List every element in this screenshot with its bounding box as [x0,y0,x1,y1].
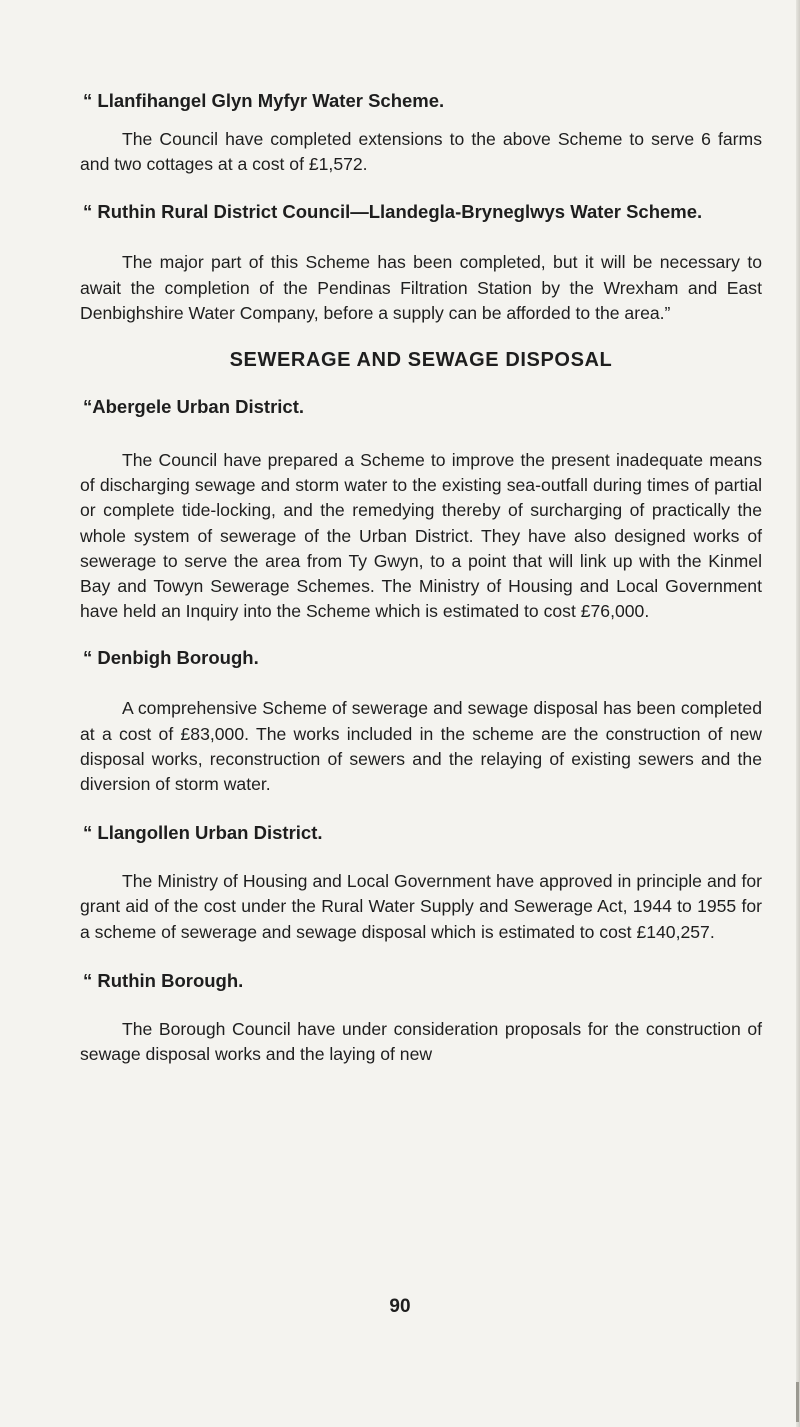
heading-ruthin-borough: “ Ruthin Borough. [83,969,244,991]
paragraph-ruthin-rural: The major part of this Scheme has been completed, but it will be necessary to await the completion of the Pendinas Filtration Station by the Wrexham and East Denbighshire Water Company, before a supply can be afforded to the area.” [80,252,762,323]
paragraph-denbigh: A comprehensive Scheme of sewerage and sewage disposal has been completed at a cost of £83,000. The works included in the scheme are the construction of new disposal works, reconstruction of sewers and the relaying of existing sewers and the diversion of storm water. [80,698,762,795]
paragraph-abergele: The Council have prepared a Scheme to improve the present inadequate means of discharging sewage and storm water to the existing sea-outfall during times of partial or complete tide-locking, and the remedying thereby of surcharging of practically the whole system of sewerage of the Urban District. They have also designed works of sewerage to serve the area from Ty Gwyn, to a point that will link up with the Kinmel Bay and Towyn Sewerage Schemes. The Ministry of Housing and Local Government have held an Inquiry into the Scheme which is estimated to cost £76,000. [80,450,762,622]
heading-llanfihangel: “ Llanfihangel Glyn Myfyr Water Scheme. [83,90,445,111]
page-edge [796,0,800,1427]
heading-abergele: “Abergele Urban District. [83,396,305,418]
heading-denbigh: “ Denbigh Borough. [83,647,259,669]
paragraph-llanfihangel: The Council have completed extensions to the above Scheme to serve 6 farms and two cottages at a cost of £1,572. [80,129,762,175]
paragraph-ruthin-borough: The Borough Council have under consideration proposals for the construction of sewage disposal works and the laying of new [80,1018,762,1065]
section-title-sewerage: SEWERAGE AND SEWAGE DISPOSAL [229,349,613,372]
document-page [80,88,762,1067]
page-edge-mark [796,1382,799,1422]
page-number: 90 [389,1296,411,1317]
paragraph-llangollen: The Ministry of Housing and Local Government have approved in principle and for grant aid of the cost under the Rural Water Supply and Sewerage Act, 1944 to 1955 for a scheme of sewerage and sewage disposal which is estimated to cost £140,257. [80,871,762,942]
heading-llangollen: “ Llangollen Urban District. [83,822,323,844]
heading-ruthin-rural: “ Ruthin Rural District Council—Llandegla-Bryneglwys Water Scheme. [83,201,703,223]
